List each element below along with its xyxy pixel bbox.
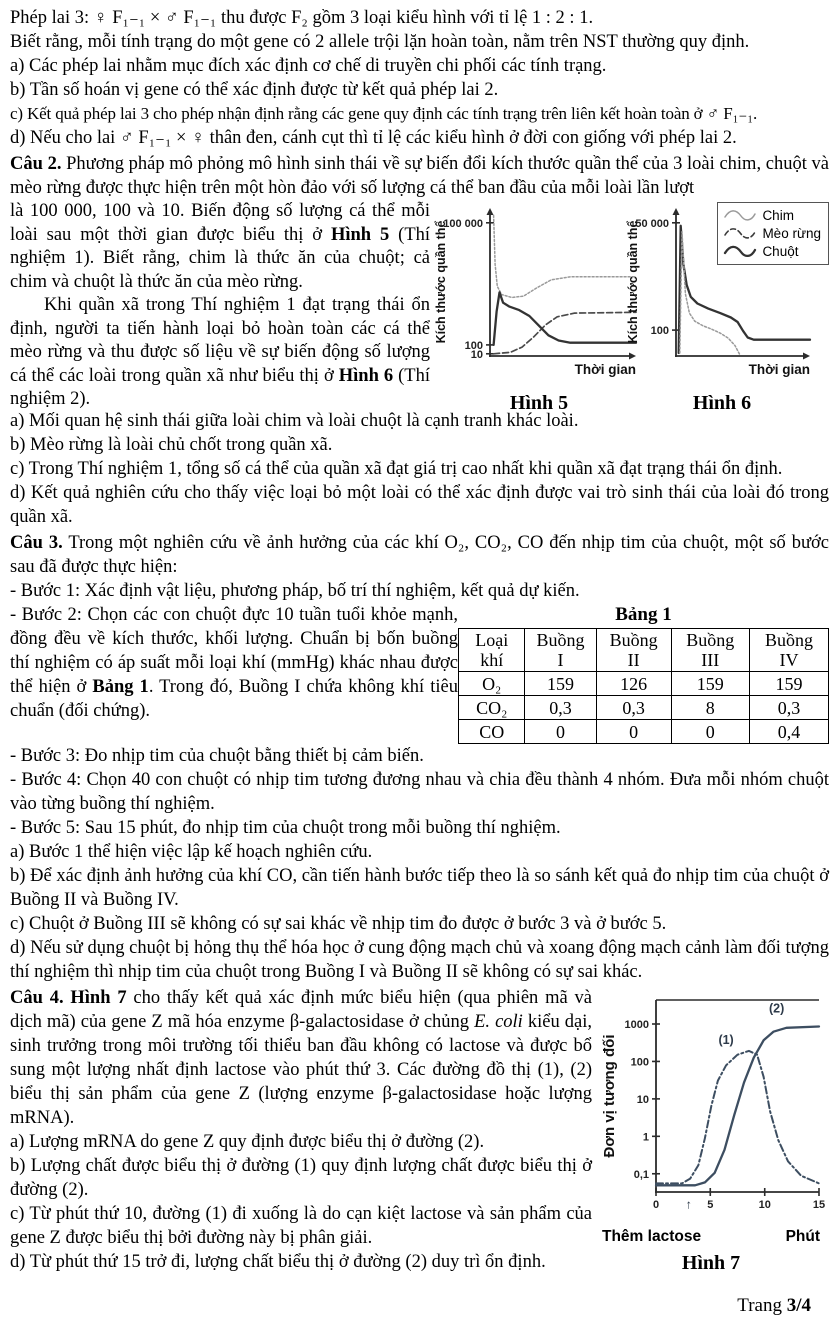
q4-paragraph: Câu 4. Hình 7 cho thấy kết quả xác định mức biểu hiện (qua phiên mã và dịch mã) của gene Z mã hóa enzyme β-galactosidase ở chủng E. coli kiểu dại, sinh trưởng trong môi trường tối thiểu ban đầu không có lactose và được bổ sung một lượng nhất định lactose vào phút thứ 3. Các đường đồ thị (1), (2) biểu thị sản phẩm của gene Z (lượng enzyme β-galactosidase hoặc lượng mRNA). — [10, 988, 592, 1128]
page-footer — [10, 1294, 829, 1318]
hinh5-chart — [434, 200, 644, 382]
q3-step-1: - Bước 1: Xác định vật liệu, phương pháp, bố trí thí nghiệm, kết quả dự kiến. — [10, 581, 580, 601]
legend-item-chim — [723, 207, 821, 224]
hinh6-caption: Hình 6 — [692, 392, 752, 414]
cell-co2-label: CO₂ — [459, 696, 525, 720]
svg-text:15: 15 — [812, 1199, 826, 1211]
q2-intro: Câu 2. Phương pháp mô phỏng mô hình sinh thái về sự biến đổi kích thước quần thể của 3 loài chim, chuột và mèo rừng được thực hiện trên một hòn đảo với số lượng cá thể ban đầu của mỗi loài lần lượt — [10, 154, 829, 198]
svg-text:100: 100 — [464, 339, 483, 352]
q1-line-given: Biết rằng, mỗi tính trạng do một gene có 2 allele trội lặn hoàn toàn, nằm trên NST thường quy định. — [10, 32, 750, 52]
bang1-title: Bảng 1 — [615, 604, 672, 625]
col-header-buong-4: Buồng IV — [749, 629, 828, 672]
cell-co2-b2: 0,3 — [596, 696, 671, 720]
q3-item-d: d) Nếu sử dụng chuột bị hỏng thụ thể hóa học ở cung động mạch chủ và xoang động mạch cảnh làm đối tượng thí nghiệm thì nhịp tim của chuột trong Buồng I và Buồng II sẽ không có sự sai khác. — [10, 938, 829, 982]
q4-item-d: d) Từ phút thứ 15 trở đi, lượng chất biểu thị ở đường (2) duy trì ổn định. — [10, 1252, 546, 1272]
q3-table-row — [10, 603, 829, 744]
cell-o2-b1: 159 — [525, 672, 596, 696]
q1-line-cross3: Phép lai 3: ♀ F₁₋₁ × ♂ F₁₋₁ thu được F₂ gồm 3 loại kiểu hình với tỉ lệ 1 : 2 : 1. — [10, 8, 594, 28]
col-header-buong-1: Buồng I — [525, 629, 596, 672]
add-lactose-label: Thêm lactose — [602, 1228, 702, 1245]
hinh7-below-axis — [602, 1225, 820, 1249]
cell-co-label: CO — [459, 720, 525, 744]
svg-text:5: 5 — [707, 1199, 714, 1211]
cell-co-b4: 0,4 — [749, 720, 828, 744]
chim-line-sample-icon — [723, 207, 757, 224]
cell-co2-b4: 0,3 — [749, 696, 828, 720]
svg-text:Thời gian: Thời gian — [574, 362, 636, 377]
svg-text:(2): (2) — [768, 1001, 785, 1016]
q3-step-4: - Bước 4: Chọn 40 con chuột có nhịp tim tương đương nhau và chia đều thành 4 nhóm. Đưa mỗi nhóm chuột vào từng buồng thí nghiệm. — [10, 770, 829, 814]
figure-hinh7 — [592, 986, 829, 1278]
svg-text:10: 10 — [758, 1199, 771, 1211]
question-2-block — [10, 152, 829, 529]
cell-co-b2: 0 — [596, 720, 671, 744]
q4-item-c: c) Từ phút thứ 10, đường (1) đi xuống là do cạn kiệt lactose và sản phẩm của gene Z được biểu thị bởi đường này bị phân giải. — [10, 1204, 592, 1248]
legend-item-meo-rung — [723, 225, 821, 242]
q3-step-2: - Bước 2: Chọn các con chuột đực 10 tuần tuổi khỏe mạnh, đồng đều về kích thước, khối lượng. Chuẩn bị bốn buồng thí nghiệm có áp suất mỗi loại khí (mmHg) khác nhau được thể hiện ở Bảng 1. Trong đó, Buồng I chứa không khí tiêu chuẩn (đối chứng). — [10, 605, 458, 721]
table-row-co — [459, 720, 829, 744]
q1-item-c: c) Kết quả phép lai 3 cho phép nhận định rằng các gene quy định các tính trạng trên liên kết hoàn toàn ở ♂ F₁₋₁. — [10, 104, 758, 123]
question-1-block — [10, 6, 829, 150]
q2-paragraph-1: là 100 000, 100 và 10. Biến động số lượng cá thể mỗi loài sau một thời gian được biểu thị ở Hình 5 (Thí nghiệm 1). Biết rằng, chim là thức ăn của chuột; cả chim và chuột là thức ăn của mèo rừng. — [10, 201, 431, 292]
bang1-table — [458, 628, 829, 744]
q2-item-b: b) Mèo rừng là loài chủ chốt trong quần xã. — [10, 435, 333, 455]
bang1-figure — [458, 603, 829, 744]
q1-item-d: d) Nếu cho lai ♂ F₁₋₁ × ♀ thân đen, cánh cụt thì tỉ lệ các kiểu hình ở đời con giống với phép lai 2. — [10, 128, 737, 148]
meo-rung-line-sample-icon — [723, 225, 757, 242]
legend-label-meo-rung: Mèo rừng — [762, 226, 821, 241]
q1-item-a: a) Các phép lai nhằm mục đích xác định cơ chế di truyền chi phối các tính trạng. — [10, 56, 607, 76]
q2-figures — [430, 200, 829, 414]
footer-label: Trang — [737, 1295, 787, 1316]
svg-text:Thời gian: Thời gian — [748, 362, 810, 377]
q3-step-5: - Bước 5: Sau 15 phút, đo nhịp tim của chuột trong mỗi buồng thí nghiệm. — [10, 818, 561, 838]
figure-hinh5 — [434, 200, 644, 415]
x-unit-label: Phút — [785, 1228, 820, 1245]
svg-text:100: 100 — [630, 1056, 649, 1069]
footer-page-number: 3/4 — [786, 1295, 811, 1316]
q3-item-a: a) Bước 1 thể hiện việc lập kế hoạch nghiên cứu. — [10, 842, 373, 862]
q2-item-c: c) Trong Thí nghiệm 1, tổng số cá thể của quần xã đạt giá trị cao nhất khi quần xã đạt trạng thái ổn định. — [10, 459, 783, 479]
cell-co2-b3: 8 — [671, 696, 749, 720]
q2-figure-row — [10, 200, 829, 414]
svg-text:(1): (1) — [718, 1033, 734, 1048]
cell-o2-label: O₂ — [459, 672, 525, 696]
svg-text:Kích thước quần thể: Kích thước quần thể — [434, 220, 448, 344]
cell-co-b1: 0 — [525, 720, 596, 744]
q2-item-d: d) Kết quả nghiên cứu cho thấy việc loại bỏ một loài có thể xác định được vai trò sinh thái của loài đó trong quần xã. — [10, 483, 829, 527]
q2-item-a: a) Mối quan hệ sinh thái giữa loài chim và loài chuột là cạnh tranh khác loài. — [10, 411, 579, 431]
legend-item-chuot — [723, 243, 821, 260]
svg-text:1000: 1000 — [624, 1019, 649, 1031]
q3-step-3: - Bước 3: Đo nhịp tim của chuột bằng thiết bị cảm biến. — [10, 746, 424, 766]
question-4-block — [10, 986, 829, 1278]
q3-item-c: c) Chuột ở Buồng III sẽ không có sự sai khác về nhịp tim đo được ở bước 3 và ở bước 5. — [10, 914, 667, 934]
svg-text:100: 100 — [650, 325, 669, 338]
table-row-o2 — [459, 672, 829, 696]
col-header-loai-khi: Loại khí — [459, 629, 525, 672]
q2-left-text — [10, 200, 430, 409]
col-header-buong-3: Buồng III — [671, 629, 749, 672]
svg-text:↑: ↑ — [685, 1197, 692, 1212]
svg-text:50 000: 50 000 — [635, 217, 669, 230]
cell-o2-b4: 159 — [749, 672, 828, 696]
q3-intro: Câu 3. Trong một nghiên cứu về ảnh hưởng của các khí O₂, CO₂, CO đến nhịp tim của chuột, một số bước sau đã được thực hiện: — [10, 533, 829, 577]
q2-paragraph-2: Khi quần xã trong Thí nghiệm 1 đạt trạng thái ổn định, người ta tiến hành loại bỏ hoàn toàn các cá thể mèo rừng và thu được số liệu về sự biến động số lượng cá thể các loài trong quần xã như biểu thị ở Hình 6 (Thí nghiệm 2). — [10, 295, 430, 409]
svg-text:10: 10 — [636, 1093, 649, 1106]
svg-text:0,1: 0,1 — [633, 1168, 649, 1181]
cell-o2-b2: 126 — [596, 672, 671, 696]
table-row-co2 — [459, 696, 829, 720]
legend-label-chuot: Chuột — [762, 244, 799, 259]
table-header-row — [459, 629, 829, 672]
hinh5-caption: Hình 5 — [509, 392, 569, 414]
hinh7-caption: Hình 7 — [681, 1252, 741, 1274]
cell-co2-b1: 0,3 — [525, 696, 596, 720]
hinh7-figure-inner — [602, 990, 834, 1275]
col-header-buong-2: Buồng II — [596, 629, 671, 672]
chuot-line-sample-icon — [723, 243, 757, 260]
q1-item-b: b) Tần số hoán vị gene có thể xác định được từ kết quả phép lai 2. — [10, 80, 499, 100]
svg-text:1: 1 — [642, 1131, 649, 1144]
cell-o2-b3: 159 — [671, 672, 749, 696]
svg-text:Kích thước quần thể: Kích thước quần thể — [626, 220, 640, 344]
svg-text:0: 0 — [652, 1199, 660, 1211]
question-3-block — [10, 531, 829, 984]
svg-text:Đơn vị tương đối: Đơn vị tương đối — [602, 1034, 618, 1158]
q4-item-b: b) Lượng chất được biểu thị ở đường (1) quy định lượng chất được biểu thị ở đường (2). — [10, 1156, 592, 1200]
legend-label-chim: Chim — [762, 208, 794, 223]
q4-left-text — [10, 986, 592, 1278]
hinh7-chart — [602, 990, 826, 1222]
svg-text:10: 10 — [470, 348, 483, 361]
q3-item-b: b) Để xác định ảnh hưởng của khí CO, cần tiến hành bước tiếp theo là so sánh kết quả đo nhịp tim của chuột ở Buồng II và Buồng IV. — [10, 866, 829, 910]
svg-text:100 000: 100 000 — [443, 217, 483, 230]
cell-co-b3: 0 — [671, 720, 749, 744]
q4-item-a: a) Lượng mRNA do gene Z quy định được biểu thị ở đường (2). — [10, 1132, 485, 1152]
species-legend — [717, 202, 829, 265]
